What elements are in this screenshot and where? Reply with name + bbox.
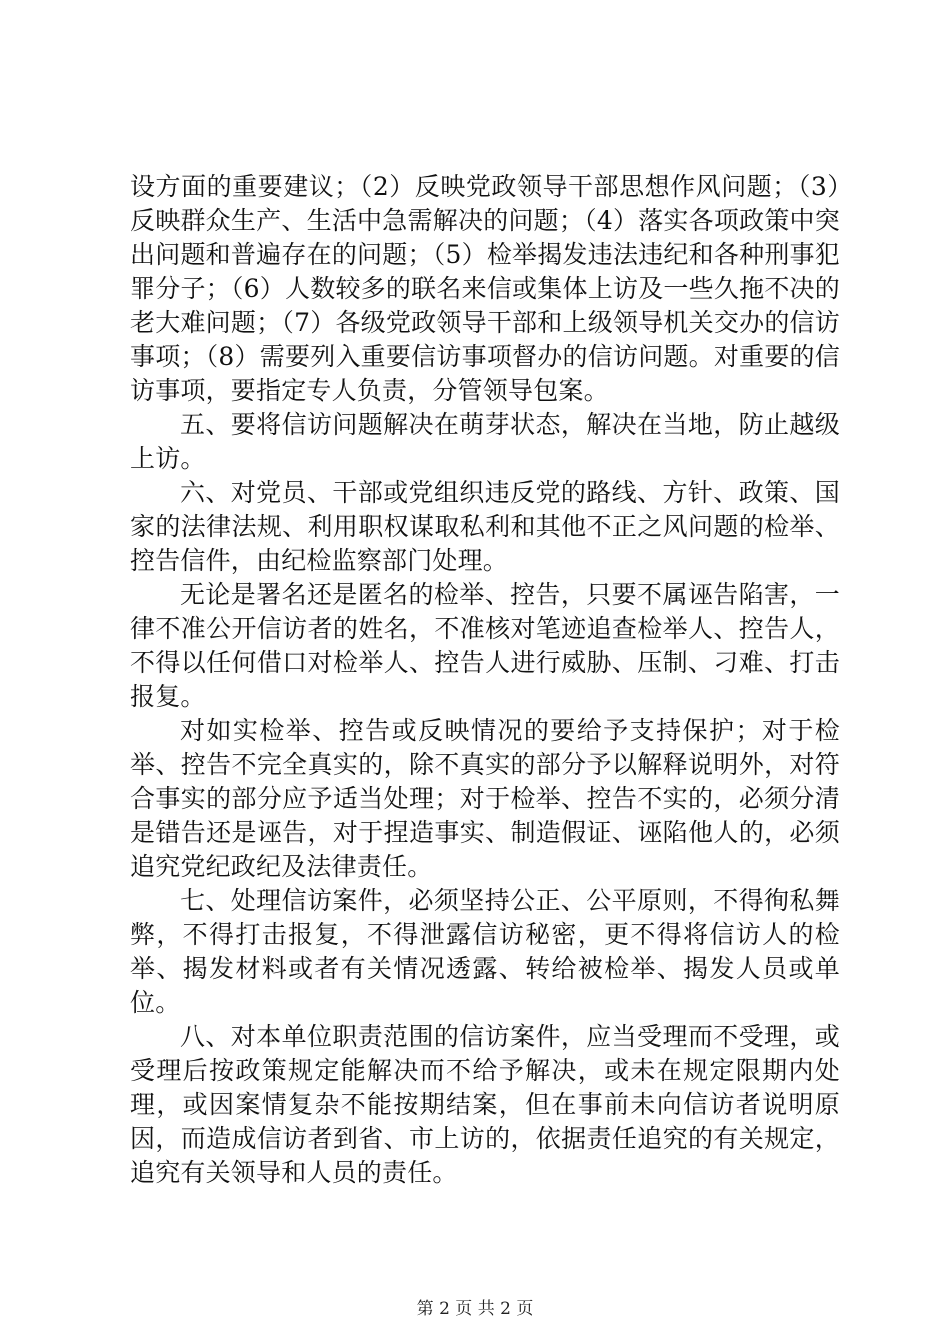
paragraph-protection-rule: 对如实检举、控告或反映情况的要给予支持保护；对于检举、控告不完全真实的，除不真实的部分予以解释说明外，对符合事实的部分应予适当处理；对于检举、控告不实的，必须分清是错告还是诬告，对于捏造事实、制造假证、诬陷他人的，必须追究党纪政纪及法律责任。	[130, 716, 840, 881]
paragraph-section-eight: 八、对本单位职责范围的信访案件，应当受理而不受理，或受理后按政策规定能解决而不给予解决，或未在规定限期内处理，或因案情复杂不能按期结案，但在事前未向信访者说明原因，而造成信访者到省、市上访的，依据责任追究的有关规定，追究有关领导和人员的责任。	[130, 1022, 840, 1187]
paragraph-continued: 设方面的重要建议；（2）反映党政领导干部思想作风问题；（3）反映群众生产、生活中急需解决的问题；（4）落实各项政策中突出问题和普遍存在的问题；（5）检举揭发违法违纪和各种刑事犯罪分子；（6）人数较多的联名来信或集体上访及一些久拖不决的老大难问题；（7）各级党政领导干部和上级领导机关交办的信访事项；（8）需要列入重要信访事项督办的信访问题。对重要的信访事项，要指定专人负责，分管领导包案。	[130, 172, 840, 405]
paragraph-section-five: 五、要将信访问题解决在萌芽状态，解决在当地，防止越级上访。	[130, 410, 840, 473]
page-footer: 第 2 页 共 2 页	[416, 1299, 534, 1319]
paragraph-anonymity-rule: 无论是署名还是匿名的检举、控告，只要不属诬告陷害，一律不准公开信访者的姓名，不准核对笔迹追查检举人、控告人，不得以任何借口对检举人、控告人进行威胁、压制、刁难、打击报复。	[130, 580, 840, 711]
paragraph-section-six: 六、对党员、干部或党组织违反党的路线、方针、政策、国家的法律法规、利用职权谋取私利和其他不正之风问题的检举、控告信件，由纪检监察部门处理。	[130, 478, 840, 575]
document-body	[130, 170, 840, 1190]
paragraph-section-seven: 七、处理信访案件，必须坚持公正、公平原则，不得徇私舞弊，不得打击报复，不得泄露信访秘密，更不得将信访人的检举、揭发材料或者有关情况透露、转给被检举、揭发人员或单位。	[130, 886, 840, 1017]
